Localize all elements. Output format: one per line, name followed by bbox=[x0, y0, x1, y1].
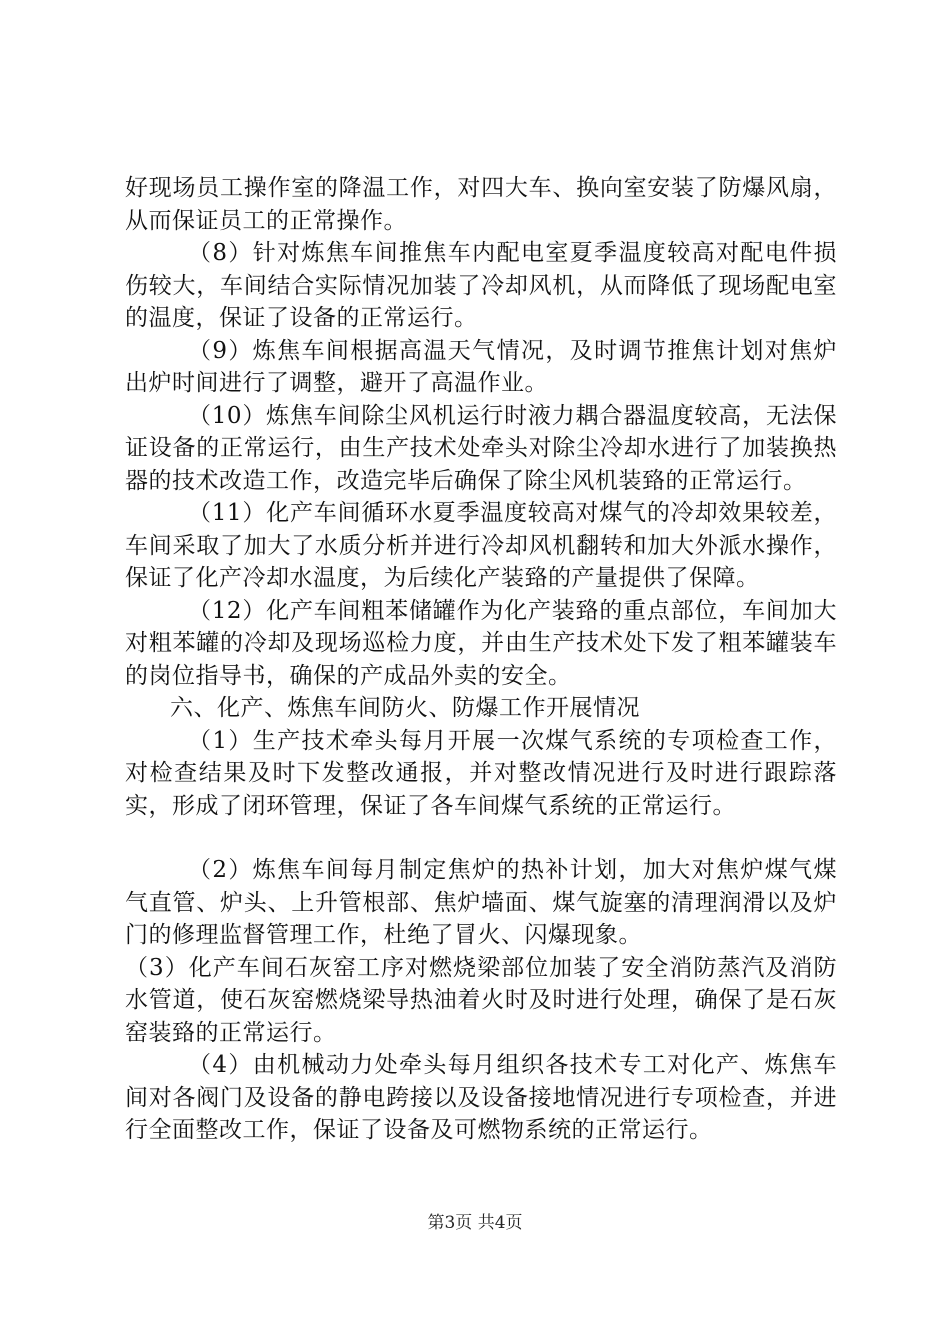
paragraph-section6-item-4: （4）由机械动力处牵头每月组织各技术专工对化产、炼焦车间对各阀门及设备的静电跨接以及设备接地情况进行专项检查，并进行全面整改工作，保证了设备及可燃物系统的正常运行。 bbox=[125, 1052, 837, 1143]
paragraph-item-12: （12）化产车间粗苯储罐作为化产装臵的重点部位，车间加大对粗苯罐的冷却及现场巡检力度，并由生产技术处下发了粗苯罐装车的岗位指导书，确保的产成品外卖的安全。 bbox=[125, 597, 837, 689]
paragraph-item-9: （9）炼焦车间根据高温天气情况，及时调节推焦计划对焦炉出炉时间进行了调整，避开了高温作业。 bbox=[125, 337, 837, 396]
paragraph-item-10: （10）炼焦车间除尘风机运行时液力耦合器温度较高，无法保证设备的正常运行，由生产技术处牵头对除尘冷却水进行了加装换热器的技术改造工作，改造完毕后确保了除尘风机装臵的正常运行。 bbox=[125, 402, 837, 494]
paragraph-continuation: 好现场员工操作室的降温工作，对四大车、换向室安装了防爆风扇，从而保证员工的正常操作。 bbox=[125, 175, 837, 234]
paragraph-section6-item-3: （3）化产车间石灰窑工序对燃烧梁部位加装了安全消防蒸汽及消防水管道，使石灰窑燃烧梁导热油着火时及时进行处理，确保了是石灰窑装臵的正常运行。 bbox=[125, 954, 837, 1046]
document-body bbox=[125, 172, 837, 1147]
page-footer: 第3页 共4页 bbox=[427, 1213, 523, 1233]
paragraph-item-8: （8）针对炼焦车间推焦车内配电室夏季温度较高对配电件损伤较大，车间结合实际情况加装了冷却风机，从而降低了现场配电室的温度，保证了设备的正常运行。 bbox=[125, 240, 837, 331]
paragraph-section6-item-2: （2）炼焦车间每月制定焦炉的热补计划，加大对焦炉煤气煤气直管、炉头、上升管根部、焦炉墙面、煤气旋塞的清理润滑以及炉门的修理监督管理工作，杜绝了冒火、闪爆现象。 bbox=[125, 857, 837, 948]
paragraph-item-11: （11）化产车间循环水夏季温度较高对煤气的冷却效果较差，车间采取了加大了水质分析并进行冷却风机翻转和加大外派水操作，保证了化产冷却水温度，为后续化产装臵的产量提供了保障。 bbox=[125, 500, 837, 591]
section-heading-6: 六、化产、炼焦车间防火、防爆工作开展情况 bbox=[170, 695, 640, 721]
paragraph-section6-item-1: （1）生产技术牵头每月开展一次煤气系统的专项检查工作，对检查结果及时下发整改通报，并对整改情况进行及时进行跟踪落实，形成了闭环管理，保证了各车间煤气系统的正常运行。 bbox=[125, 727, 837, 819]
